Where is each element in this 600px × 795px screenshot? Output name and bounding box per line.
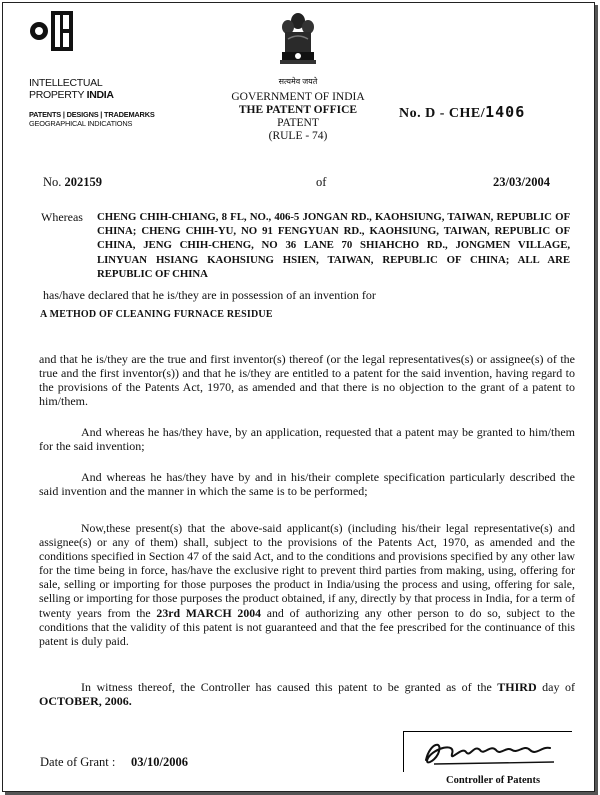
org-subtitle-2: GEOGRAPHICAL INDICATIONS <box>29 119 133 128</box>
paragraph-application: And whereas he has/they have, by an application, requested that a patent may be granted to him/them for the said invention; <box>39 425 575 453</box>
patent-number: No. 202159 <box>43 175 103 189</box>
signature-icon <box>404 732 572 772</box>
paragraph-grant-rights: Now,these present(s) that the above-said applicant(s) (including his/their legal representative(s) and assignee(s) or any of them) shall, subject to the provisions of the Patents Act, 1970, as amended and the conditions specified in Section 47 of the said Act, and to the conditions and provisions specified by any other law for the time being in force, has/have the exclusive right to prevent third parties from making, using, offering for sale, selling or importing for those purposes the product in India/using the process and using, offering for sale, selling or importing for those purposes the product obtained, if any, directly by that process in India, for a term of twenty years from the 23rd MARCH 2004 and of authorizing any other person to do so, subject to the conditions that the validity of this patent is not guaranteed and that the fee prescribed for the continuance of this patent is duly paid. <box>39 521 575 648</box>
org-name-line2: PROPERTY INDIA <box>29 89 114 101</box>
document-number: No. D - CHE/1406 <box>399 103 526 121</box>
whereas-label: Whereas <box>41 210 83 224</box>
grant-date-label: Date of Grant : <box>40 755 116 769</box>
office-heading: GOVERNMENT OF INDIA THE PATENT OFFICE PATENT (RULE - 74) <box>231 91 365 142</box>
national-emblem-icon <box>276 7 320 75</box>
emblem-motto: सत्यमेव जयते <box>278 77 318 86</box>
patent-certificate <box>2 2 595 792</box>
grant-date-value: 03/10/2006 <box>131 755 188 769</box>
paragraph-specification: And whereas he has/they have by and in his/their complete specification particularly described the said invention and the manner in which the same is to be performed; <box>39 470 575 498</box>
invention-title: A METHOD OF CLEANING FURNACE RESIDUE <box>40 309 273 320</box>
paragraph-witness: In witness thereof, the Controller has caused this patent to be granted as of the THIRD day of OCTOBER, 2006. <box>39 680 575 708</box>
application-date: 23/03/2004 <box>493 175 550 189</box>
signature-box <box>403 731 572 772</box>
org-subtitle-1: PATENTS | DESIGNS | TRADEMARKS <box>29 110 155 119</box>
ip-india-logo-icon <box>29 9 75 53</box>
applicants-text: CHENG CHIH-CHIANG, 8 FL, NO., 406-5 JONGAN RD., KAOHSIUNG, TAIWAN, REPUBLIC OF CHINA; CHENG CHIH-YU, NO 91 FENGYUAN RD., KAOHSIUNG, TAIWAN, REPUBLIC OF CHINA, JENG CHIH-CHENG, NO 36 LANE 70 SHIAHCHO RD., JONGMEN VILLAGE, LINYUAN HSIANG KAOHSIUNG HSIEN, TAIWAN, REPUBLIC OF CHINA; ALL ARE REPUBLIC OF CHINA <box>97 211 570 280</box>
of-label: of <box>316 175 327 189</box>
paragraph-inventor: and that he is/they are the true and first inventor(s) thereof (or the legal representatives(s) or assignee(s) of the true and the first inventor(s)) and that he is/they are entitled to a patent for the said invention, having regard to the provisions of the Patents Act, 1970, as amended and that there is no objection to the grant of a patent to him/them. <box>39 352 575 408</box>
controller-title: Controller of Patents <box>446 775 541 786</box>
org-name-line1: INTELLECTUAL <box>29 77 103 89</box>
declaration-text: has/have declared that he is/they are in possession of an invention for <box>43 288 376 302</box>
